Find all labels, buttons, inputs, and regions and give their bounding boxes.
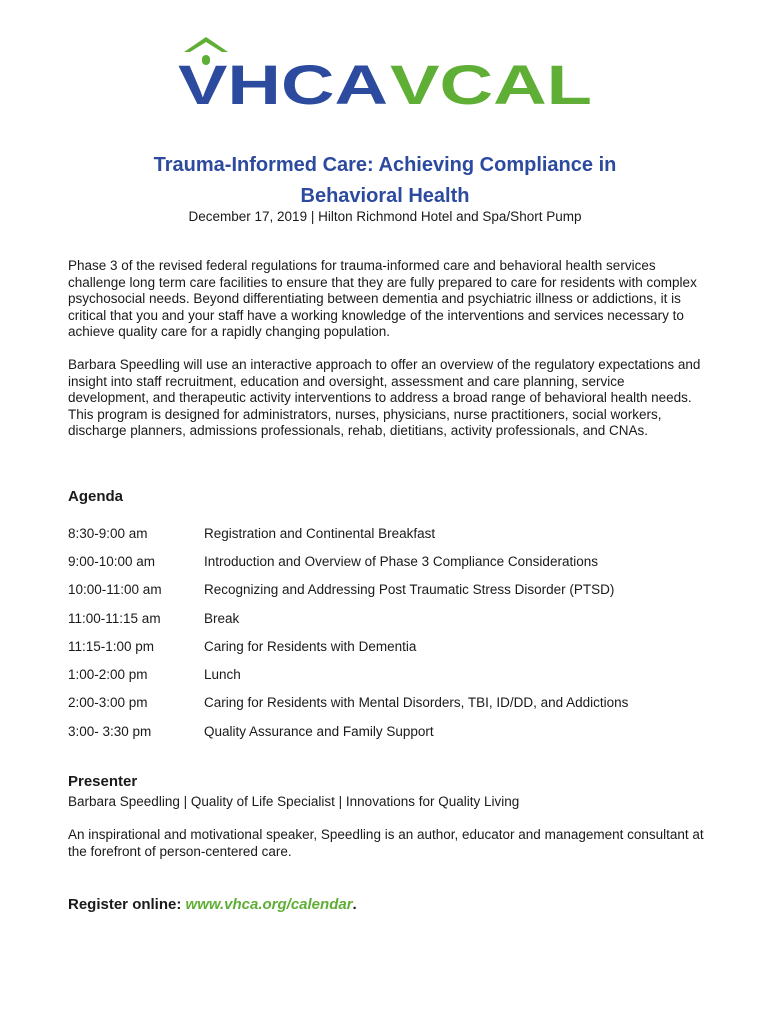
agenda-row [68,660,708,688]
agenda-event: Quality Assurance and Family Support [204,723,434,739]
presenter-heading: Presenter [68,773,138,790]
intro-paragraph-1: Phase 3 of the revised federal regulations for trauma-informed care and behavioral health services challenge long term care facilities to ensure that they are fully prepared to care for residents with complex psychosocial needs. Beyond differentiating between dementia and psychiatric illness or addictions, it is critical that you and your staff have a working knowledge of the interventions and services necessary to achieve quality care for a rapidly changing population. [68,258,697,340]
house-roof-icon [184,37,228,52]
agenda-time: 10:00-11:00 am [68,582,162,598]
agenda-list [68,519,708,745]
agenda-heading: Agenda [68,488,124,505]
agenda-time: 9:00-10:00 am [68,553,156,569]
agenda-time: 11:00-11:15 am [68,610,161,626]
agenda-event: Lunch [204,667,241,683]
presenter-bio: An inspirational and motivational speaker, Speedling is an author, educator and management consultant at the forefront of person-centered care. [68,827,704,859]
logo-text-vhca: VHCA [178,53,388,108]
page-title [0,150,770,212]
register-suffix: . [352,896,357,913]
presenter-credentials: Barbara Speedling | Quality of Life Specialist | Innovations for Quality Living [68,794,520,809]
agenda-time: 1:00-2:00 pm [68,667,148,683]
title-line-2: Behavioral Health [300,185,470,207]
agenda-event: Recognizing and Addressing Post Traumatic Stress Disorder (PTSD) [204,582,615,598]
agenda-row [68,519,708,547]
logo-text-vcal: VCAL [390,53,592,108]
agenda-time: 3:00- 3:30 pm [68,723,152,739]
agenda-row [68,717,708,745]
agenda-row [68,604,708,632]
agenda-row [68,547,708,575]
agenda-time: 2:00-3:00 pm [68,695,148,711]
vhca-vcal-logo [178,36,594,108]
event-date-location: December 17, 2019 | Hilton Richmond Hotel and Spa/Short Pump [188,209,582,224]
agenda-time: 11:15-1:00 pm [68,638,155,654]
agenda-row [68,576,708,604]
agenda-event: Break [204,610,240,626]
register-label: Register online: [68,896,186,913]
agenda-time: 8:30-9:00 am [68,525,148,541]
agenda-row [68,689,708,717]
agenda-row [68,632,708,660]
title-line-1: Trauma-Informed Care: Achieving Compliance in [153,154,617,176]
agenda-event: Caring for Residents with Mental Disorders, TBI, ID/DD, and Addictions [204,695,629,711]
agenda-event: Introduction and Overview of Phase 3 Compliance Considerations [204,553,598,569]
register-line [68,896,357,913]
register-link[interactable]: www.vhca.org/calendar [185,896,353,913]
intro-paragraph-2: Barbara Speedling will use an interactive approach to offer an overview of the regulatory expectations and insight into staff recruitment, education and oversight, assessment and care planning, service development, and therapeutic activity interventions to address a broad range of behavioral health needs. This program is designed for administrators, nurses, physicians, nurse practitioners, social workers, discharge planners, admissions professionals, rehab, dietitians, activity professionals, and CNAs. [68,357,701,439]
agenda-event: Caring for Residents with Dementia [204,638,417,654]
agenda-event: Registration and Continental Breakfast [204,525,436,541]
logo-graphic [178,36,594,108]
